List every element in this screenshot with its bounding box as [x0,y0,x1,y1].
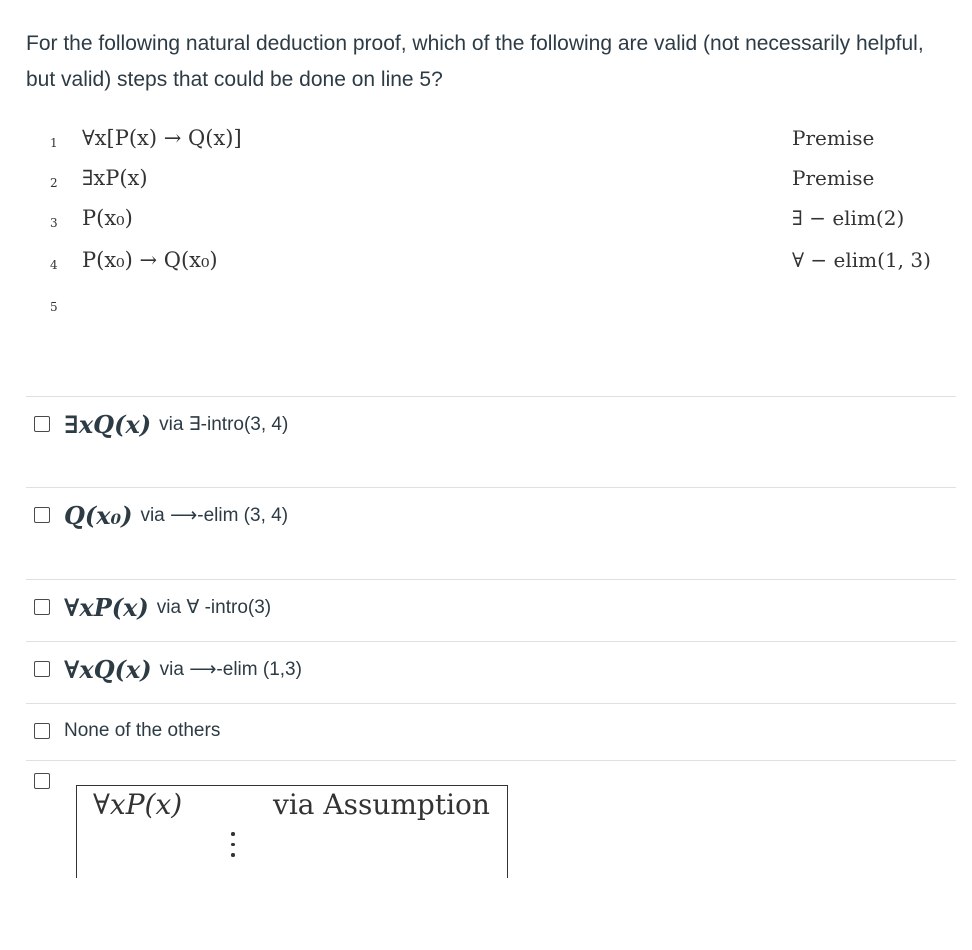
checkbox[interactable] [34,773,50,789]
line-number: 5 [50,300,58,314]
checkbox[interactable] [34,661,50,677]
proof-justification: ∀ − elim(1, 3) [792,248,931,272]
boxed-formula: ∀xP(x) [93,788,183,821]
proof-formula: ∀x[P(x) → Q(x)] [82,126,242,150]
answer-option-3[interactable] [34,590,271,624]
proof-formula: P(x₀) [82,206,133,230]
proof-line-2 [0,166,972,196]
option-label: None of the others [64,720,221,741]
line-number: 4 [50,258,58,272]
divider [26,641,956,642]
line-number: 2 [50,176,58,190]
answer-option-2[interactable] [34,498,288,532]
boxed-justification: via Assumption [273,788,490,821]
option-label: via ⟶-elim (3, 4) [140,504,289,526]
option-formula: ∀xP(x) [64,592,149,622]
checkbox[interactable] [34,599,50,615]
divider [26,487,956,488]
line-number: 1 [50,136,58,150]
divider [26,760,956,761]
proof-line-1 [0,126,972,156]
proof-justification: ∃ − elim(2) [792,206,905,230]
answer-option-6[interactable] [34,771,64,805]
divider [26,396,956,397]
option-label: via ⟶-elim (1,3) [159,658,302,680]
answer-option-4[interactable] [34,652,302,686]
checkbox[interactable] [34,723,50,739]
vertical-dots-icon [231,832,237,857]
option-formula: ∃xQ(x) [64,409,152,439]
divider [26,579,956,580]
proof-line-3 [0,206,972,236]
option-formula: Q(x₀) [64,500,133,530]
boxed-proof-image [76,785,508,878]
proof-line-5 [0,290,972,320]
answer-option-1[interactable] [34,407,288,441]
option-label: via ∀ -intro(3) [156,596,272,618]
proof-line-4 [0,248,972,278]
line-number: 3 [50,216,58,230]
proof-formula: ∃xP(x) [82,166,148,190]
checkbox[interactable] [34,416,50,432]
proof-justification: Premise [792,126,875,150]
option-label: via ∃-intro(3, 4) [159,413,289,435]
checkbox[interactable] [34,507,50,523]
proof-formula: P(x₀) → Q(x₀) [82,248,218,272]
question-text: For the following natural deduction proof, which of the following are valid (not necessarily helpful, but valid) steps that could be done on line 5? [26,32,924,91]
option-formula: ∀xQ(x) [64,654,152,684]
answer-option-5[interactable] [34,714,220,748]
proof-justification: Premise [792,166,875,190]
divider [26,703,956,704]
